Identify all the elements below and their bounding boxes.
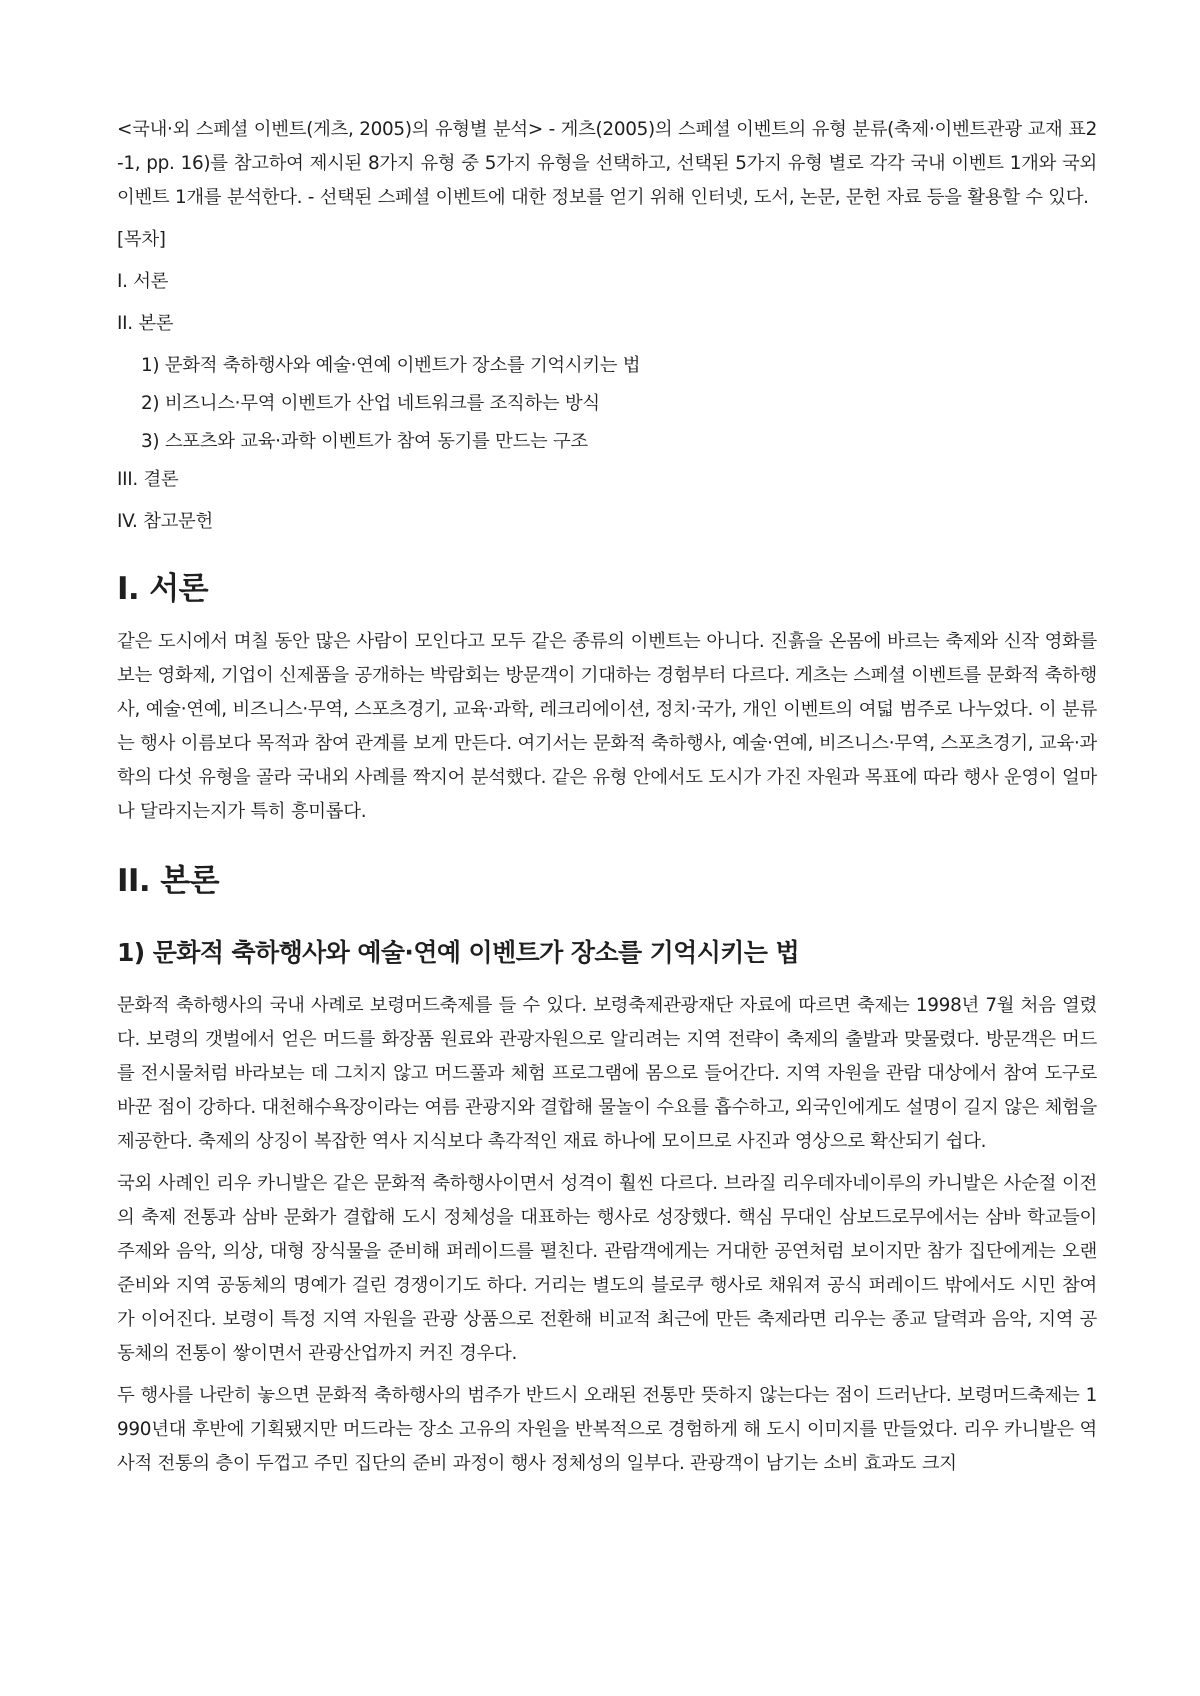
document-page: [117, 113, 1097, 1489]
toc-item-intro: I. 서론: [117, 271, 169, 292]
table-of-contents: [117, 223, 1097, 539]
toc-subitem-3: 3) 스포츠와 교육·과학 이벤트가 참여 동기를 만드는 구조: [141, 431, 588, 452]
assignment-description: <국내·외 스페셜 이벤트(게츠, 2005)의 유형별 분석> - 게츠(2005)의 스페셜 이벤트의 유형 분류(축제·이벤트관광 교재 표2-1, pp. 16)를 참고하여 제시된 8가지 유형 중 5가지 유형을 선택하고, 선택된 5가지 유형 별로 각각 국내 이벤트 1개와 국외이벤트 1개를 분석한다. - 선택된 스페셜 이벤트에 대한 정보를 얻기 위해 인터넷, 도서, 논문, 문헌 자료 등을 활용할 수 있다.: [117, 119, 1097, 208]
toc-item-references: IV. 참고문헌: [117, 511, 213, 532]
body-paragraph: 문화적 축하행사의 국내 사례로 보령머드축제를 들 수 있다. 보령축제관광재단 자료에 따르면 축제는 1998년 7월 처음 열렸다. 보령의 갯벌에서 얻은 머드를 화장품 원료와 관광자원으로 알리려는 지역 전략이 축제의 출발과 맞물렸다. 방문객은 머드를 전시물처럼 바라보는 데 그치지 않고 머드풀과 체험 프로그램에 몸으로 들어간다. 지역 자원을 관람 대상에서 참여 도구로 바꾼 점이 강하다. 대천해수욕장이라는 여름 관광지와 결합해 물놀이 수요를 흡수하고, 외국인에게도 설명이 길지 않은 체험을 제공한다. 축제의 상징이 복잡한 역사 지식보다 촉각적인 재료 하나에 모이므로 사진과 영상으로 확산되기 쉽다.: [117, 995, 1097, 1152]
introduction-paragraph: 같은 도시에서 며칠 동안 많은 사람이 모인다고 모두 같은 종류의 이벤트는 아니다. 진흙을 온몸에 바르는 축제와 신작 영화를 보는 영화제, 기업이 신제품을 공개하는 박람회는 방문객이 기대하는 경험부터 다르다. 게츠는 스페셜 이벤트를 문화적 축하행사, 예술·연예, 비즈니스·무역, 스포츠경기, 교육·과학, 레크리에이션, 정치·국가, 개인 이벤트의 여덟 범주로 나누었다. 이 분류는 행사 이름보다 목적과 참여 관계를 보게 만든다. 여기서는 문화적 축하행사, 예술·연예, 비즈니스·무역, 스포츠경기, 교육·과학의 다섯 유형을 골라 국내외 사례를 짝지어 분석했다. 같은 유형 안에서도 도시가 가진 자원과 목표에 따라 행사 운영이 얼마나 달라지는지가 특히 흥미롭다.: [117, 631, 1097, 822]
body-paragraph: 두 행사를 나란히 놓으면 문화적 축하행사의 범주가 반드시 오래된 전통만 뜻하지 않는다는 점이 드러난다. 보령머드축제는 1990년대 후반에 기획됐지만 머드라는 장소 고유의 자원을 반복적으로 경험하게 해 도시 이미지를 만들었다. 리우 카니발은 역사적 전통의 층이 두껍고 주민 집단의 준비 과정이 행사 정체성의 일부다. 관광객이 남기는 소비 효과도 크지: [117, 1385, 1097, 1474]
toc-heading: [목차]: [117, 229, 166, 250]
section-heading-introduction: I. 서론: [117, 571, 208, 607]
toc-subitem-2: 2) 비즈니스·무역 이벤트가 산업 네트워크를 조직하는 방식: [141, 393, 600, 414]
toc-subitem-1: 1) 문화적 축하행사와 예술·연예 이벤트가 장소를 기억시키는 법: [141, 355, 641, 376]
section-heading-body: II. 본론: [117, 863, 219, 899]
toc-item-conclusion: III. 결론: [117, 469, 179, 490]
toc-item-body: II. 본론: [117, 313, 174, 334]
body-paragraph: 국외 사례인 리우 카니발은 같은 문화적 축하행사이면서 성격이 훨씬 다르다. 브라질 리우데자네이루의 카니발은 사순절 이전의 축제 전통과 삼바 문화가 결합해 도시 정체성을 대표하는 행사로 성장했다. 핵심 무대인 삼보드로무에서는 삼바 학교들이 주제와 음악, 의상, 대형 장식물을 준비해 퍼레이드를 펼친다. 관람객에게는 거대한 공연처럼 보이지만 참가 집단에게는 오랜 준비와 지역 공동체의 명예가 걸린 경쟁이기도 하다. 거리는 별도의 블로쿠 행사로 채워져 공식 퍼레이드 밖에서도 시민 참여가 이어진다. 보령이 특정 지역 자원을 관광 상품으로 전환해 비교적 최근에 만든 축제라면 리우는 종교 달력과 음악, 지역 공동체의 전통이 쌓이면서 관광산업까지 커진 경우다.: [117, 1173, 1097, 1364]
subsection-heading-1: 1) 문화적 축하행사와 예술·연예 이벤트가 장소를 기억시키는 법: [117, 938, 799, 967]
